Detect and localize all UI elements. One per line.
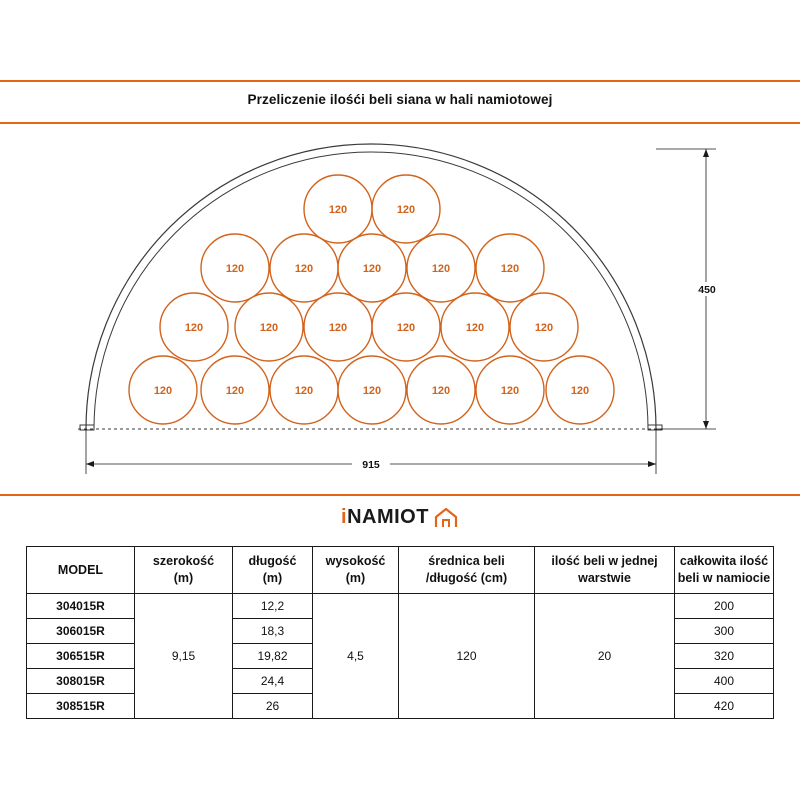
bale-label: 120 (362, 385, 382, 397)
header-per-layer-line2: warstwie (578, 571, 631, 585)
width-dimension (86, 429, 656, 474)
cell-length: 18,3 (233, 619, 313, 644)
brand-name-rest: NAMIOT (347, 506, 429, 528)
height-dimension (656, 149, 724, 429)
cell-width-shared: 9,15 (135, 594, 233, 719)
bale-label: 120 (328, 322, 348, 334)
title-band (0, 80, 800, 124)
bale-label: 120 (294, 263, 314, 275)
cell-model: 304015R (27, 594, 135, 619)
header-length (233, 547, 313, 594)
cell-total: 200 (675, 594, 774, 619)
header-diameter-line1: średnica beli (428, 554, 505, 569)
width-arrow-left (86, 461, 94, 467)
title-rule-top (0, 80, 800, 82)
bale-label: 120 (570, 385, 590, 397)
cell-total: 420 (675, 694, 774, 719)
bale-label: 120 (465, 322, 485, 334)
bale-label: 120 (431, 263, 451, 275)
specification-table (26, 546, 774, 719)
header-width-line2: (m) (173, 571, 194, 585)
cell-length: 19,82 (233, 644, 313, 669)
brand-logo (0, 506, 800, 529)
cell-height-shared: 4,5 (313, 594, 399, 719)
bale-label: 120 (500, 263, 520, 275)
bale-label: 120 (328, 204, 348, 216)
cell-model: 308015R (27, 669, 135, 694)
bale-row-4 (129, 356, 614, 424)
brand-name (341, 506, 429, 529)
bale-row-1 (304, 175, 440, 243)
table-header-row (27, 547, 774, 594)
header-total-line2: beli w namiocie (677, 571, 771, 585)
bale-label: 120 (362, 263, 382, 275)
header-per-layer-line1: ilość beli w jednej (551, 554, 658, 569)
header-width (135, 547, 233, 594)
bale-label: 120 (396, 322, 416, 334)
brand-rule-top (0, 494, 800, 496)
cell-model: 306515R (27, 644, 135, 669)
page-title: Przeliczenie ilośći beli siana w hali namiotowej (247, 92, 553, 107)
bale-label: 120 (396, 204, 416, 216)
tent-house-icon (433, 507, 459, 529)
cell-total: 320 (675, 644, 774, 669)
brand-band (0, 494, 800, 542)
height-arrow-top (703, 149, 709, 157)
width-dimension-label: 915 (362, 459, 380, 471)
bale-label: 120 (184, 322, 204, 334)
height-arrow-bottom (703, 421, 709, 429)
cell-model: 308515R (27, 694, 135, 719)
header-length-line1: długość (248, 554, 297, 569)
bale-row-3 (160, 293, 578, 361)
header-height-line1: wysokość (325, 554, 386, 569)
header-width-line1: szerokość (152, 554, 215, 569)
header-length-line2: (m) (262, 571, 283, 585)
tent-cross-section-diagram (0, 124, 800, 494)
diagram-svg (0, 124, 800, 494)
brand-name-prefix: i (341, 506, 348, 528)
bale-label: 120 (225, 263, 245, 275)
cell-model: 306015R (27, 619, 135, 644)
bale-label: 120 (431, 385, 451, 397)
header-height-line2: (m) (345, 571, 366, 585)
header-total (675, 547, 774, 594)
table-row (27, 594, 774, 619)
bale-label: 120 (153, 385, 173, 397)
header-height (313, 547, 399, 594)
header-model-line1: MODEL (57, 562, 104, 577)
width-arrow-right (648, 461, 656, 467)
header-diameter (399, 547, 535, 594)
bale-row-2 (201, 234, 544, 302)
cell-diameter-shared: 120 (399, 594, 535, 719)
bale-label: 120 (294, 385, 314, 397)
cell-length: 24,4 (233, 669, 313, 694)
cell-length: 12,2 (233, 594, 313, 619)
bale-label: 120 (259, 322, 279, 334)
cell-length: 26 (233, 694, 313, 719)
bale-label: 120 (225, 385, 245, 397)
cell-total: 300 (675, 619, 774, 644)
height-dimension-label: 450 (698, 284, 716, 296)
header-model (27, 547, 135, 594)
cell-total: 400 (675, 669, 774, 694)
header-per-layer (535, 547, 675, 594)
bale-label: 120 (534, 322, 554, 334)
bale-label: 120 (500, 385, 520, 397)
cell-per-layer-shared: 20 (535, 594, 675, 719)
header-diameter-line2: /długość (cm) (425, 571, 508, 585)
header-total-line1: całkowita ilość (679, 554, 769, 569)
